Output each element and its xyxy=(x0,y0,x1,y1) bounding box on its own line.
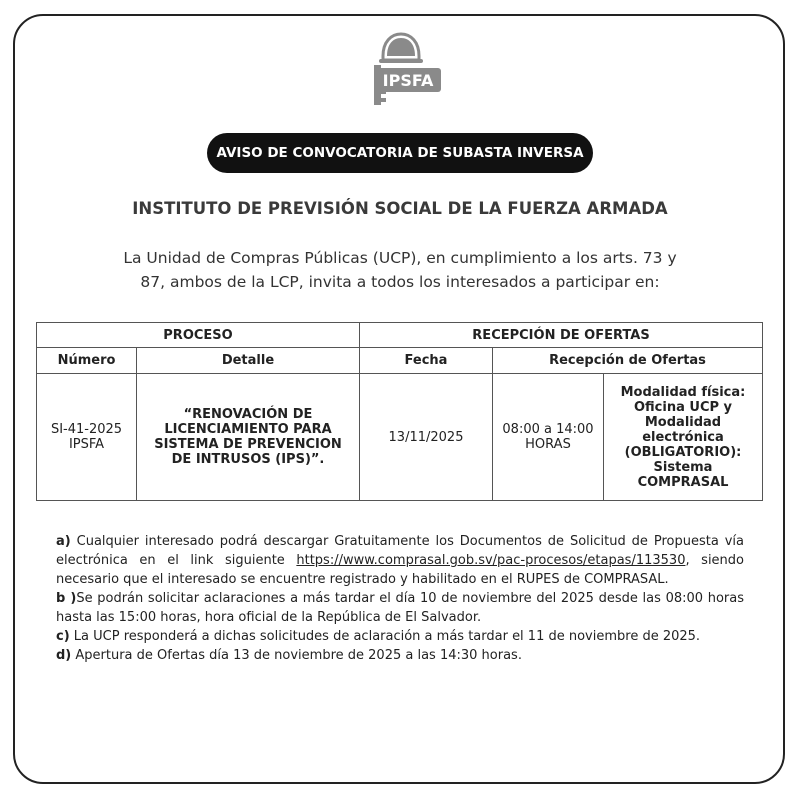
ipsfa-logo xyxy=(357,30,445,116)
comprasal-link[interactable]: https://www.comprasal.gob.sv/pac-procesos/etapas/113530 xyxy=(296,553,686,568)
intro-line: 87, ambos de la LCP, invita a todos los interesados a participar en: xyxy=(140,273,660,291)
note-b xyxy=(56,589,744,627)
header-proceso: PROCESO xyxy=(37,323,360,348)
header-numero: Número xyxy=(37,348,137,374)
cell-modalidad: Modalidad física: Oficina UCP y Modalidad electrónica (OBLIGATORIO): Sistema COMPRASAL xyxy=(604,374,763,501)
cell-fecha: 13/11/2025 xyxy=(360,374,493,501)
process-table xyxy=(36,322,763,501)
logo-text: IPSFA xyxy=(382,71,434,90)
numero-line: IPSFA xyxy=(68,437,105,452)
cell-numero xyxy=(37,374,137,501)
notice-banner: AVISO DE CONVOCATORIA DE SUBASTA INVERSA xyxy=(207,133,593,173)
note-text: , siendo necesario que el interesado se encuentre registrado y habilitado en el RUPES de COMPRASAL. xyxy=(56,553,745,587)
header-fecha: Fecha xyxy=(360,348,493,374)
note-text: Cualquier interesado podrá descargar Gratuitamente los Documentos de Solicitud de Propuesta vía electrónica en el link siguiente xyxy=(56,534,744,568)
numero-line: SI-41-2025 xyxy=(50,422,123,437)
note-text: Se podrán solicitar aclaraciones a más tardar el día 10 de noviembre del 2025 desde las 08:00 horas hasta las 15:00 horas, hora oficial de la República de El Salvador. xyxy=(56,591,744,625)
cell-detalle: “RENOVACIÓN DE LICENCIAMIENTO PARA SISTEMA DE PREVENCION DE INTRUSOS (IPS)”. xyxy=(137,374,360,501)
note-label: b ) xyxy=(56,591,77,606)
header-detalle: Detalle xyxy=(137,348,360,374)
note-a xyxy=(56,532,744,589)
note-label: d) xyxy=(56,648,72,663)
horario-line: HORAS xyxy=(525,437,571,452)
horario-line: 08:00 a 14:00 xyxy=(502,422,594,437)
note-text: La UCP responderá a dichas solicitudes de aclaración a más tardar el 11 de noviembre de 2025. xyxy=(69,629,701,644)
institution-title: INSTITUTO DE PREVISIÓN SOCIAL DE LA FUERZA ARMADA xyxy=(132,199,668,218)
cell-horario xyxy=(493,374,604,501)
header-recepcion: RECEPCIÓN DE OFERTAS xyxy=(360,323,763,348)
intro-text xyxy=(90,246,710,294)
note-label: c) xyxy=(56,629,70,644)
header-recepcion-ofertas: Recepción de Ofertas xyxy=(493,348,763,374)
note-label: a) xyxy=(56,534,71,549)
note-c xyxy=(56,627,744,646)
notes-section xyxy=(56,532,744,665)
note-d xyxy=(56,646,744,665)
intro-line: La Unidad de Compras Públicas (UCP), en cumplimiento a los arts. 73 y xyxy=(123,249,677,267)
note-text: Apertura de Ofertas día 13 de noviembre de 2025 a las 14:30 horas. xyxy=(71,648,522,663)
